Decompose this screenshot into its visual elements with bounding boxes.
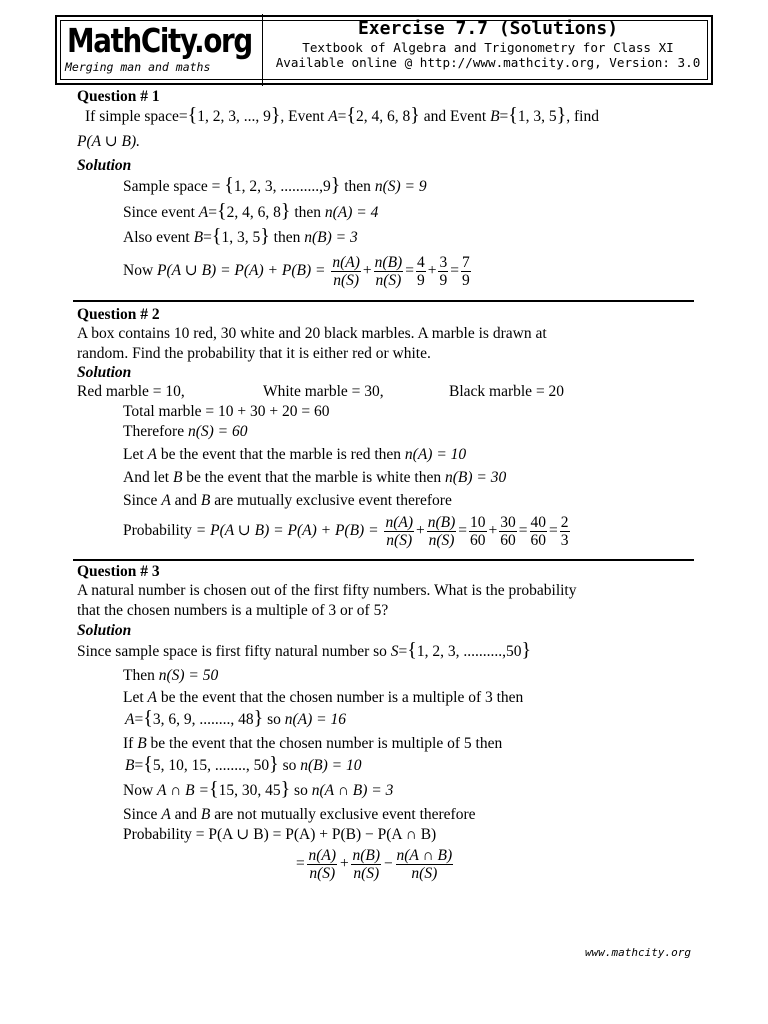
q2-black-marble: Black marble = 20 [449, 383, 565, 400]
q3-frac-nB-nS: $\frac{n(B)}{n(S)}$ [352, 846, 381, 882]
q1-stmt-sample-set: 1, 2, 3, ..., 9 [197, 108, 271, 125]
exercise-title: Exercise 7.7 (Solutions) [357, 18, 619, 39]
q1-line1-label: Sample space = [123, 178, 221, 195]
header-divider [262, 14, 263, 86]
q1-stmt-text-b: , Event [280, 108, 325, 125]
q3-nB-value: n(B) = 10 [300, 757, 362, 774]
q1-line3-then: then [273, 229, 301, 246]
q1-stmt-text-c: and Event [423, 108, 487, 125]
q1-line3-label: Also event [123, 229, 190, 246]
q2-therefore-label: Therefore [123, 423, 185, 440]
q1-line2-label: Since event [123, 204, 195, 221]
q3-nAB-value: n(A ∩ B) = 3 [311, 782, 394, 799]
q2-since-line: Since A and B are mutually exclusive event therefore [123, 492, 452, 509]
q1-line4-expr: P(A ∪ B) = P(A) + P(B) = [157, 262, 326, 279]
q2-frac-30-60: $\frac{30}{60}$ [500, 513, 516, 549]
q1-stmt-text-d: , find [566, 108, 599, 125]
q3-intersection-line: Now A ∩ B ={15, 30, 45} so n(A ∩ B) = 3 [123, 778, 394, 800]
q3-nA-value: n(A) = 16 [284, 711, 346, 728]
q2-let-a-line: Let A be the event that the marble is red then n(A) = 10 [123, 446, 467, 463]
q1-line-event-b: Also event B={1, 3, 5} then n(B) = 3 [123, 225, 358, 247]
q1-frac-3-9: $\frac{3}{9}$ [439, 253, 448, 289]
q2-red-marble: Red marble = 10, [77, 383, 185, 400]
q1-line-sample-space: Sample space = {1, 2, 3, ..........,9} then n(S) = 9 [123, 174, 427, 196]
q1-line1-rhs: n(S) = 9 [374, 178, 427, 195]
q1-line-probability: Now P(A ∪ B) = P(A) + P(B) = $\frac{n(A)}{n(S)}$ + $\frac{n(B)}{n(S)}$ = $\frac{4}{9}$ + $\frac{3}{9}$ = $\frac{7}{9}$ [123, 253, 470, 289]
q1-statement: If simple space={1, 2, 3, ..., 9}, Event A={2, 4, 6, 8} and Event B={1, 3, 5}, find [85, 104, 599, 126]
q2-letA-b: be the event that the marble is red then [160, 446, 402, 463]
q1-line2-set: 2, 4, 6, 8 [226, 204, 281, 221]
header-box [55, 15, 713, 85]
q1-line3-set: 1, 3, 5 [221, 229, 261, 246]
q3-sample-space-line: Since sample space is first fifty natural number so S={1, 2, 3, ..........,50} [77, 639, 532, 661]
q3-since-line: Since A and B are not mutually exclusive event therefore [123, 806, 476, 823]
logo-tagline: Merging man and maths [65, 60, 211, 74]
q2-statement-line2: random. Find the probability that it is either red or white. [77, 345, 431, 362]
q2-nB-value: n(B) = 30 [444, 469, 507, 486]
q2-frac-40-60: $\frac{40}{60}$ [530, 513, 547, 549]
q3-let-a-line: Let A be the event that the chosen number is a multiple of 3 then [123, 689, 524, 706]
q1-line2-then: then [294, 204, 322, 221]
q2-letB-b: be the event that the marble is white then [186, 469, 442, 486]
q3-sample-set: 1, 2, 3, ..........,50 [416, 643, 522, 660]
q1-line1-then: then [344, 178, 371, 195]
q2-therefore-line [123, 423, 248, 441]
q2-solution-label: Solution [77, 364, 132, 381]
q3-intersection-set: 15, 30, 45 [218, 782, 281, 799]
q2-statement-line1: A box contains 10 red, 30 white and 20 black marbles. A marble is drawn at [77, 325, 547, 342]
q3-heading: Question # 3 [77, 563, 160, 580]
footer-website: www.mathcity.org [585, 946, 691, 959]
q3-probability-fractions: = $\frac{n(A)}{n(S)}$ + $\frac{n(B)}{n(S)}$ − $\frac{n(A \cap B)}{n(S)}$ [295, 846, 453, 882]
q1-frac-7-9: $\frac{7}{9}$ [461, 253, 470, 289]
section-divider-1 [73, 300, 694, 302]
q1-heading: Question # 1 [77, 88, 160, 105]
q3-solution-label: Solution [77, 622, 132, 639]
q2-letB-a: And let [123, 469, 170, 486]
q1-line2-rhs: n(A) = 4 [324, 204, 379, 221]
q3-probability-line: Probability = P(A ∪ B) = P(A) + P(B) − P(A ∩ B) [123, 826, 437, 843]
availability-line: Available online @ http://www.mathcity.org, Version: 3.0 [275, 55, 701, 70]
q2-ns-value: n(S) = 60 [187, 423, 248, 440]
q3-then-line: Then n(S) = 50 [123, 667, 219, 684]
q1-line-event-a: Since event A={2, 4, 6, 8} then n(A) = 4 [123, 200, 379, 222]
q2-total-marble: Total marble = 10 + 30 + 20 = 60 [123, 403, 330, 420]
q1-frac-4-9: $\frac{4}{9}$ [416, 253, 425, 289]
q3-frac-nAB-nS: $\frac{n(A \cap B)}{n(S)}$ [396, 846, 453, 882]
q1-stmt-set-b: 1, 3, 5 [517, 108, 557, 125]
q1-stmt-set-a: 2, 4, 6, 8 [356, 108, 411, 125]
q2-frac-2-3: $\frac{2}{3}$ [560, 513, 569, 549]
q2-frac-10-60: $\frac{10}{60}$ [470, 513, 486, 549]
q2-frac-nB-nS: $\frac{n(B)}{n(S)}$ [427, 513, 456, 549]
q2-heading: Question # 2 [77, 306, 160, 323]
q1-line1-set: 1, 2, 3, ..........,9 [233, 178, 331, 195]
q2-prob-label: Probability [123, 522, 192, 539]
q3-if-b-line: If B be the event that the chosen number is multiple of 5 then [123, 735, 503, 752]
q3-frac-nA-nS: $\frac{n(A)}{n(S)}$ [308, 846, 337, 882]
q1-solution-label: Solution [77, 157, 132, 174]
mathcity-logo: MathCity.org [67, 21, 252, 60]
q1-frac-nB-nS: $\frac{n(B)}{n(S)}$ [374, 253, 403, 289]
q2-probability-line: Probability = P(A ∪ B) = P(A) + P(B) = $\frac{n(A)}{n(S)}$ + $\frac{n(B)}{n(S)}$ = $\frac{10}{60}$ + $\frac{30}{60}$ = $\frac{40}{60}$ = $\frac{2}{3}$ [123, 513, 569, 549]
q1-line3-rhs: n(B) = 3 [304, 229, 358, 246]
section-divider-2 [73, 559, 694, 561]
q1-stmt-text-a: If simple space [85, 108, 179, 125]
q1-frac-nA-nS: $\frac{n(A)}{n(S)}$ [332, 253, 360, 289]
q2-prob-expr: = P(A ∪ B) = P(A) + P(B) = [195, 522, 379, 539]
q2-let-b-line: And let B be the event that the marble is white then n(B) = 30 [123, 469, 507, 486]
q3-statement-line1: A natural number is chosen out of the first fifty numbers. What is the probability [77, 582, 577, 599]
q2-frac-nA-nS: $\frac{n(A)}{n(S)}$ [385, 513, 413, 549]
q1-stmt-find: P(A ∪ B). [77, 133, 141, 150]
q1-line4-label: Now [123, 262, 154, 279]
q2-letA-a: Let [123, 446, 144, 463]
header-title-block [265, 17, 711, 83]
q3-statement-line2: that the chosen numbers is a multiple of 3 or of 5? [77, 602, 389, 619]
q2-nA-value: n(A) = 10 [404, 446, 467, 463]
textbook-subtitle: Textbook of Algebra and Trigonometry for Class XI [302, 40, 674, 55]
q3-set-a-line: A={3, 6, 9, ........, 48} so n(A) = 16 [125, 707, 346, 729]
q2-white-marble: White marble = 30, [263, 383, 384, 400]
q3-set-b: 5, 10, 15, ........, 50 [152, 757, 270, 774]
q3-set-a: 3, 6, 9, ........, 48 [152, 711, 254, 728]
q3-ns-value: n(S) = 50 [158, 667, 219, 684]
q3-set-b-line: B={5, 10, 15, ........, 50} so n(B) = 10 [125, 753, 362, 775]
